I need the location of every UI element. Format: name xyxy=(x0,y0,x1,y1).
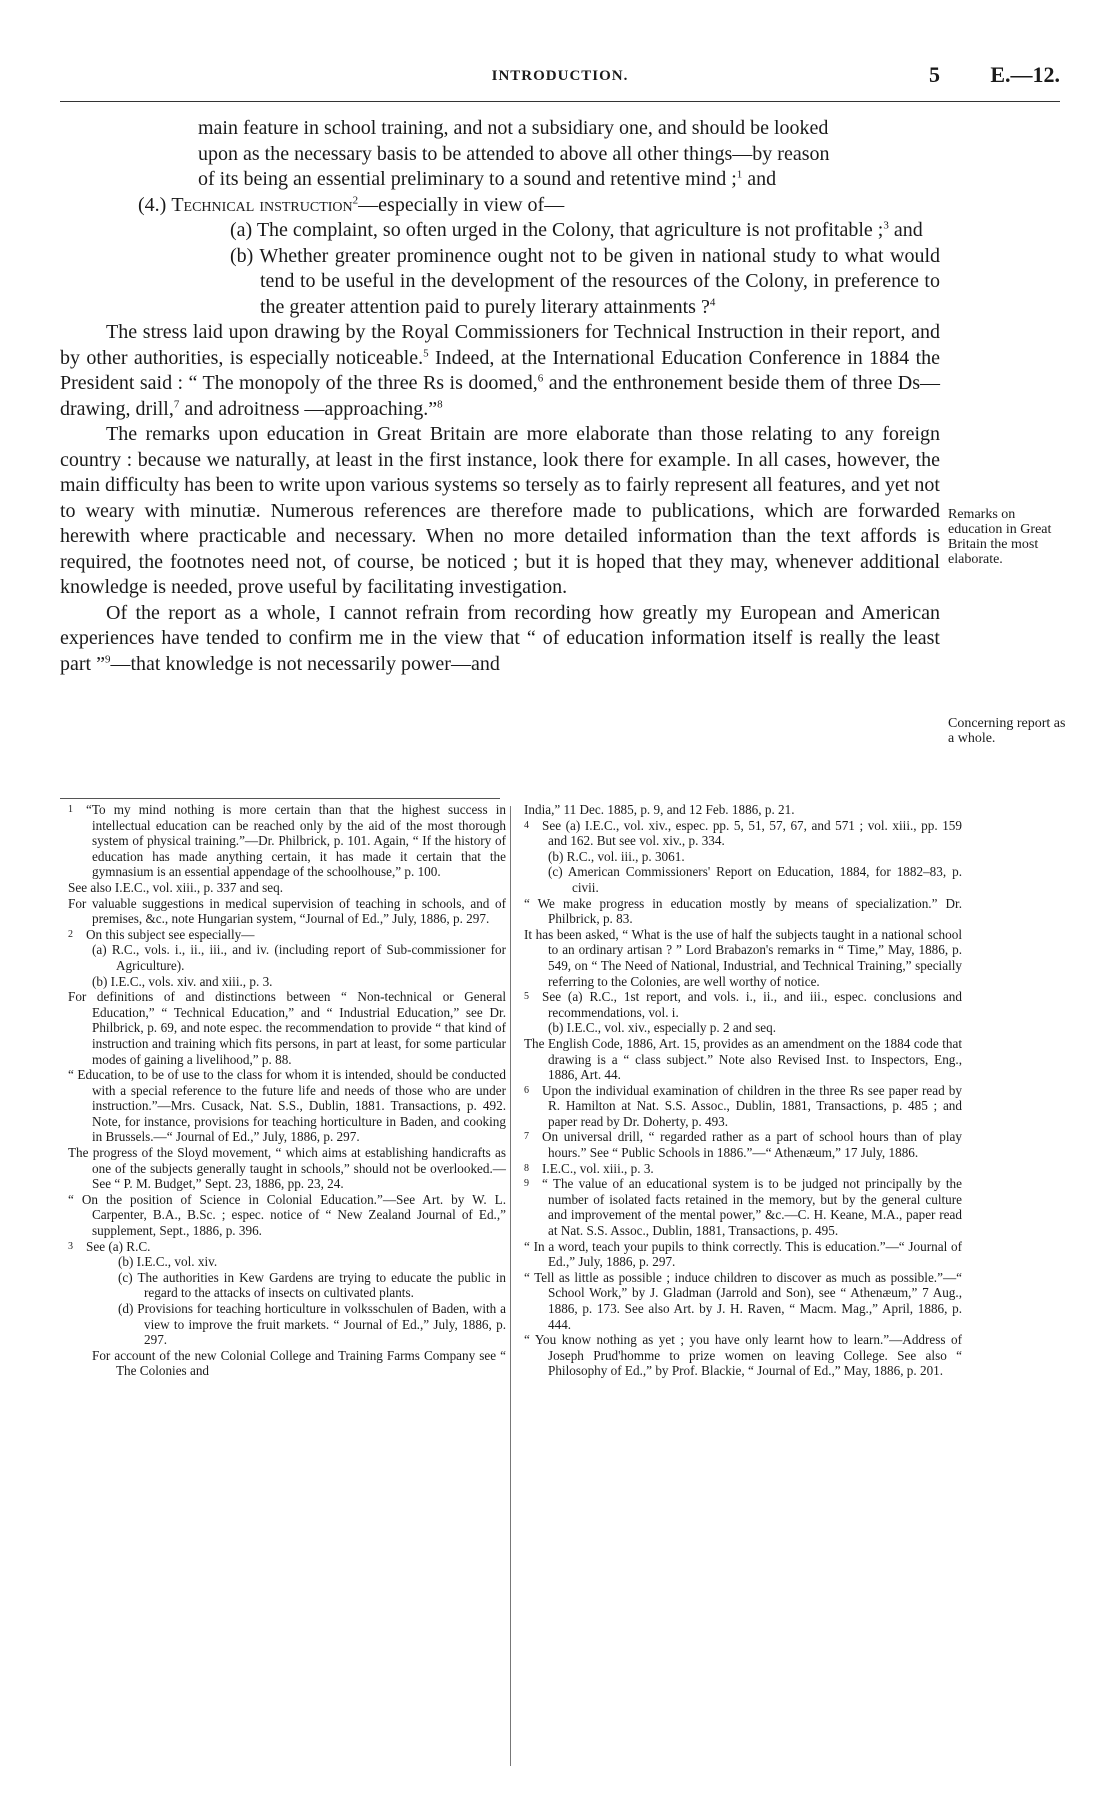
footnote-entry xyxy=(522,989,962,1020)
column-divider xyxy=(510,806,511,1766)
footnote-entry xyxy=(66,989,506,1067)
footnote-entry xyxy=(522,818,962,849)
footnote-text: (b) R.C., vol. iii., p. 3061. xyxy=(548,848,685,864)
footnote-number: 2 xyxy=(68,928,73,940)
item-b: (b) Whether greater prominence ought not to be given in national study to what would tend to be useful in the development of the resources of the Colony, in preference to the greater attention paid to purely literary attainments ?$^4$ xyxy=(230,244,940,318)
footnote-text: See also I.E.C., vol. xiii., p. 337 and seq. xyxy=(68,879,284,895)
footnotes-left-column xyxy=(66,802,506,1379)
footnote-entry xyxy=(522,1176,962,1238)
footnote-entry xyxy=(522,896,962,927)
footnote-text: “ Tell as little as possible ; induce children to discover as much as possible.”—“ School Work,” by J. Gladman (Jarrold and Son), see “ Athenæum,” 7 Aug., 1886, p. 173. See also Art. by J. H. Raven, “ Macm. Mag.,” April, 1886, p. 444. xyxy=(524,1269,962,1332)
footnote-text: (b) I.E.C., vol. xiv. xyxy=(118,1254,218,1270)
footnote-number: 6 xyxy=(524,1084,529,1096)
footnote-text: “ We make progress in education mostly by means of specialization.” Dr. Philbrick, p. 83. xyxy=(524,895,962,927)
footnote-text: On this subject see especially— xyxy=(86,926,255,942)
footnote-text: “ In a word, teach your pupils to think correctly. This is education.”—“ Journal of Ed.,” July, 1886, p. 297. xyxy=(524,1238,962,1270)
text-line: of its being an essential preliminary to a sound and retentive mind ;$^1$ and xyxy=(198,168,777,190)
page-number: 5 xyxy=(929,62,940,87)
footnote-entry xyxy=(522,1129,962,1160)
footnote-text: The English Code, 1886, Art. 15, provides as an amendment on the 1884 code that drawing is a “ class subject.” Note also Revised Inst. to Inspectors, Eng., 1886, Art. 44. xyxy=(524,1035,962,1083)
main-text xyxy=(60,116,940,677)
footnote-text: (b) I.E.C., vol. xiv., especially p. 2 and seq. xyxy=(548,1020,777,1036)
footnote-entry xyxy=(66,927,506,943)
footnote-rule xyxy=(60,798,500,799)
footnote-text: “To my mind nothing is more certain than that the highest success in intellectual education can be reached only by the aid of the most thorough system of physical training.”—Dr. Philbrick, p. 101. Again, “ If the history of education has made anything certain, it has made it certain that the gymnasium is an essential appendage of the schoolhouse,” p. 100. xyxy=(86,802,506,880)
footnote-text: For account of the new Colonial College and Training Farms Company see “ The Colonies and xyxy=(92,1347,506,1379)
footnote-entry xyxy=(66,1270,506,1301)
footnote-entry xyxy=(522,1270,962,1332)
footnote-entry xyxy=(522,849,962,865)
footnote-number: 1 xyxy=(68,804,73,815)
footnote-text: For valuable suggestions in medical supervision of teaching in schools, and of premises, &c., note Hungarian system, “Journal of Ed.,” July, 1886, p. 297. xyxy=(68,895,506,927)
footnote-entry xyxy=(66,942,506,973)
footnote-entry xyxy=(66,974,506,990)
page-header xyxy=(60,62,1060,92)
footnote-number: 8 xyxy=(524,1162,529,1174)
footnote-text: See (a) R.C. xyxy=(86,1238,151,1254)
footnote-text: I.E.C., vol. xiii., p. 3. xyxy=(542,1160,654,1176)
footnote-text: (a) R.C., vols. i., ii., iii., and iv. (including report of Sub-commissioner for Agriculture). xyxy=(92,942,506,973)
footnote-text: (d) Provisions for teaching horticulture in volksschulen of Baden, with a view to improve the fruit markets. “ Journal of Ed.,” July, 1886, p. 297. xyxy=(118,1301,506,1348)
footnote-entry xyxy=(522,1020,962,1036)
footnote-text: Upon the individual examination of children in the three Rs see paper read by R. Hamilton at Nat. S.S. Assoc., Dublin, 1881, Transactions, p. 485 ; and paper read by Dr. Doherty, p. 493. xyxy=(542,1082,962,1129)
footnote-text: “ On the position of Science in Colonial Education.”—See Art. by W. L. Carpenter, B.A., B.Sc. ; espec. notice of “ New Zealand Journal of Ed.,” supplement, Sept., 1886, p. 396. xyxy=(68,1191,506,1239)
footnote-entry xyxy=(66,802,506,880)
footnote-text: “ Education, to be of use to the class for whom it is intended, should be conducted with a special reference to the future life and needs of those who are under instruction.”—Mrs. Cusack, Nat. S.S., Dublin, 1881. Transactions, p. 492. Note, for instance, provisions for teaching horticulture in Baden, and cooking in Brussels.—“ Journal of Ed.,” July, 1886, p. 297. xyxy=(68,1067,506,1145)
footnote-entry xyxy=(522,1239,962,1270)
technical-instruction-heading: (4.) Technical instruction$^2$—especially in view of— xyxy=(138,193,565,216)
footnote-number: 3 xyxy=(68,1240,73,1252)
paragraph-drawing: The stress laid upon drawing by the Royal Commissioners for Technical Instruction in their report, and by other authorities, is especially noticeable.$^5$ Indeed, at the International Education Conference in 1884 the President said : “ The monopoly of the three Rs is doomed,$^6$ and the enthronement beside them of three Ds—drawing, drill,$^7$ and adroitness —approaching.”$^8$ xyxy=(60,321,941,420)
footnote-entry xyxy=(522,927,962,989)
footnote-text: For definitions of and distinctions between “ Non-technical or General Education,” “ Technical Education,” and “ Industrial Education,” see Dr. Philbrick, p. 69, and note espec. the recommendation to provide “ that kind of instruction and training which fits persons, in part at least, for some particular modes of gaining a livelihood,” p. 88. xyxy=(68,989,506,1067)
margin-note-concerning: Concerning report as a whole. xyxy=(948,716,1066,746)
footnote-number: 7 xyxy=(524,1131,529,1143)
footnote-entry xyxy=(66,880,506,896)
footnote-text: On universal drill, “ regarded rather as a part of school hours than of play hours.” See “ Public Schools in 1886.”—“ Athenæum,” 17 July, 1886. xyxy=(542,1129,962,1161)
footnote-entry xyxy=(522,1161,962,1177)
footnote-text: “ The value of an educational system is to be judged not principally by the number of isolated facts retained in the memory, but by the general culture and improvement of the mental power,” &c.—C. H. Keane, M.A., paper read at Nat. S.S. Assoc., Dublin, 1881, Transactions, p. 495. xyxy=(542,1176,962,1239)
header-rule xyxy=(60,101,1060,102)
footnote-text: It has been asked, “ What is the use of half the subjects taught in a national school to an ordinary artisan ? ” Lord Brabazon's remarks in “ Time,” May, 1886, p. 549, on “ The Need of National, Industrial, and Technical Training,” specially referring to the Colonies, are well worthy of notice. xyxy=(524,926,962,989)
footnote-text: (b) I.E.C., vols. xiv. and xiii., p. 3. xyxy=(92,973,273,989)
footnote-entry xyxy=(522,802,962,818)
footnote-number: 9 xyxy=(524,1178,529,1190)
footnote-entry xyxy=(66,1192,506,1239)
footnote-entry xyxy=(66,1301,506,1348)
paragraph-remarks: The remarks upon education in Great Britain are more elaborate than those relating to any foreign country : because we naturally, at least in the first instance, look there for example. In all cases, however, the main difficulty has been to write upon various systems so tersely as to fairly represent all features, and yet not to weary with minutiæ. Numerous references are therefore made to publications, which are forwarded herewith where practicable and necessary. When no more detailed information than the text affords is required, the footnotes need not, of course, be noticed ; but it is hoped that they may, whenever additional knowledge is needed, prove useful by facilitating investigation. xyxy=(60,423,940,598)
footnote-entry xyxy=(522,1036,962,1083)
footnote-text: See (a) I.E.C., vol. xiv., espec. pp. 5, 51, 57, 67, and 571 ; vol. xiii., pp. 159 and 162. But see vol. xiv., p. 334. xyxy=(542,817,962,849)
text-line: upon as the necessary basis to be attended to above all other things—by reason xyxy=(198,142,830,165)
footnote-text: The progress of the Sloyd movement, “ which aims at establishing handicrafts as one of the subjects generally taught in schools,” should not be overlooked.—See “ P. M. Budget,” Sept. 23, 1886, pp. 23, 24. xyxy=(68,1145,506,1192)
footnote-text: “ You know nothing as yet ; you have only learnt how to learn.”—Address of Joseph Prud'homme to prize women on leaving College. See also “ Philosophy of Ed.,” by Prof. Blackie, “ Journal of Ed.,” May, 1886, p. 201. xyxy=(524,1332,962,1379)
footnote-text: (c) The authorities in Kew Gardens are trying to educate the public in regard to the attacks of insects on cultivated plants. xyxy=(118,1269,506,1301)
footnote-entry xyxy=(66,1239,506,1255)
paragraph-report: Of the report as a whole, I cannot refrain from recording how greatly my European and American experiences have tended to confirm me in the view that “ of education information itself is really the least part ”$^9$—that knowledge is not necessarily power—and xyxy=(60,601,940,675)
text-line: main feature in school training, and not a subsidiary one, and should be looked xyxy=(198,117,829,139)
footnote-entry xyxy=(522,864,962,895)
footnote-number: 4 xyxy=(524,819,529,831)
footnote-entry xyxy=(522,1332,962,1379)
footnote-entry xyxy=(66,1254,506,1270)
document-code: E.—12. xyxy=(990,62,1060,87)
footnote-entry xyxy=(66,1348,506,1379)
footnote-text: India,” 11 Dec. 1885, p. 9, and 12 Feb. 1886, p. 21. xyxy=(524,802,795,817)
margin-note-remarks: Remarks on education in Great Britain the most elaborate. xyxy=(948,507,1052,567)
item-a: (a) The complaint, so often urged in the Colony, that agriculture is not profitable ;$^3$ and xyxy=(230,219,923,241)
footnotes-right-column xyxy=(522,802,962,1379)
footnote-text: See (a) R.C., 1st report, and vols. i., ii., and iii., espec. conclusions and recommendations, vol. i. xyxy=(542,989,962,1020)
footnote-entry xyxy=(66,1145,506,1192)
footnote-number: 5 xyxy=(524,991,529,1003)
footnote-entry xyxy=(66,1067,506,1145)
running-title: INTRODUCTION. xyxy=(491,68,629,84)
footnote-entry xyxy=(522,1083,962,1130)
footnote-entry xyxy=(66,896,506,927)
footnote-text: (c) American Commissioners' Report on Education, 1884, for 1882–83, p. civii. xyxy=(548,864,962,895)
